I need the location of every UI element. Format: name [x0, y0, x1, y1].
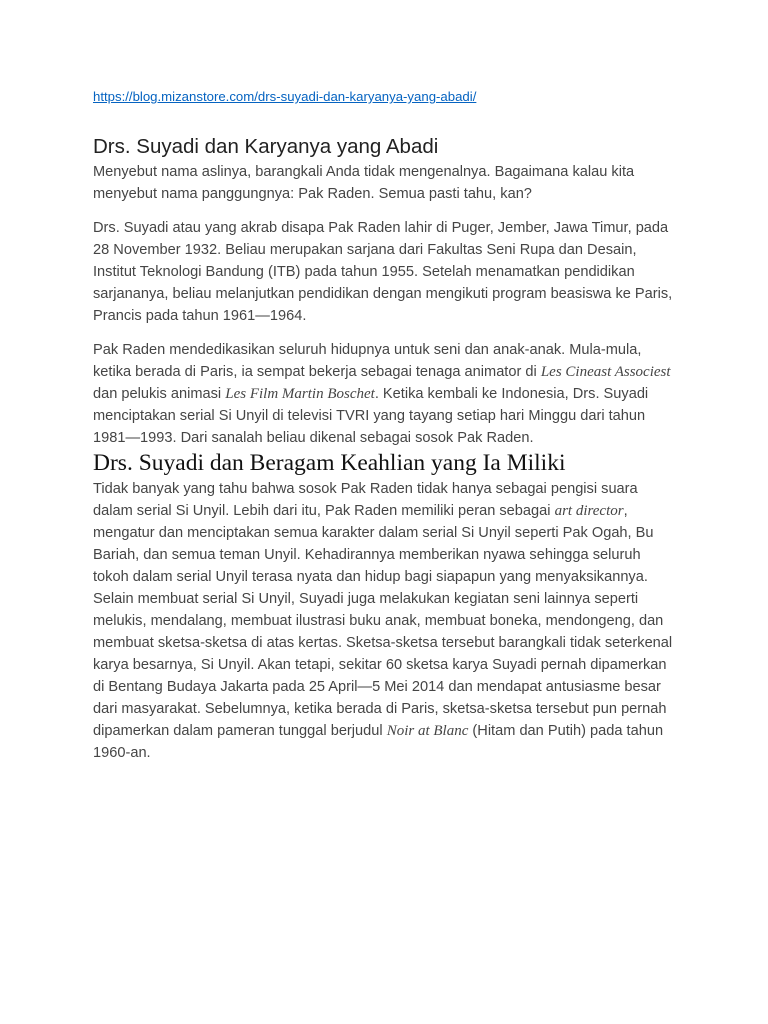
paragraph-intro: Menyebut nama aslinya, barangkali Anda tidak mengenalnya. Bagaimana kalau kita menyebut nama panggungnya: Pak Raden. Semua pasti tahu, kan?: [93, 164, 635, 202]
paragraph-biography: Drs. Suyadi atau yang akrab disapa Pak Raden lahir di Puger, Jember, Jawa Timur, pada 28 November 1932. Beliau merupakan sarjana dari Fakultas Seni Rupa dan Desain, Institut Teknologi Bandung (ITB) pada tahun 1955. Setelah menamatkan pendidikan sarjananya, beliau melanjutkan pendidikan dengan mengikuti program beasiswa ke Paris, Prancis pada tahun 1961—1964.: [93, 220, 673, 324]
italic-art-director: art director: [554, 503, 624, 519]
italic-film-studio-name: Les Film Martin Boschet: [225, 386, 375, 402]
paragraph-skills-text-c: (Hitam dan Putih) pada tahun 1960-an.: [93, 723, 664, 761]
paragraph-career: [93, 339, 675, 449]
source-url-link[interactable]: https://blog.mizanstore.com/drs-suyadi-dan-karyanya-yang-abadi/: [93, 89, 477, 104]
document-body: [93, 88, 675, 764]
paragraph-skills: [93, 478, 675, 764]
italic-exhibition-title: Noir at Blanc: [386, 723, 469, 739]
paragraph-career-text-b: dan pelukis animasi: [93, 386, 226, 402]
paragraph-skills-text-a: Tidak banyak yang tahu bahwa sosok Pak Raden tidak hanya sebagai pengisi suara dalam serial Si Unyil. Lebih dari itu, Pak Raden memiliki peran sebagai: [93, 481, 638, 519]
section-subtitle: Drs. Suyadi dan Beragam Keahlian yang Ia Miliki: [93, 450, 566, 476]
paragraph-career-text-c: . Ketika kembali ke Indonesia, Drs. Suyadi menciptakan serial Si Unyil di televisi TVRI yang tayang setiap hari Minggu dari tahun 1981—1993. Dari sanalah beliau dikenal sebagai sosok Pak Raden.: [93, 386, 649, 446]
article-title: Drs. Suyadi dan Karyanya yang Abadi: [93, 135, 439, 158]
paragraph-career-text-a: Pak Raden mendedikasikan seluruh hidupnya untuk seni dan anak-anak. Mula-mula, ketika berada di Paris, ia sempat bekerja sebagai tenaga animator di: [93, 342, 642, 380]
italic-studio-name: Les Cineast Associest: [540, 364, 671, 380]
paragraph-skills-text-b: , mengatur dan menciptakan semua karakter dalam serial Si Unyil seperti Pak Ogah, Bu Bariah, dan semua teman Unyil. Kehadirannya memberikan nyawa sehingga seluruh tokoh dalam serial Unyil terasa nyata dan hidup bagi siapapun yang menyaksikannya. Selain membuat serial Si Unyil, Suyadi juga melakukan kegiatan seni lainnya seperti melukis, mendalang, membuat ilustrasi buku anak, membuat boneka, mendongeng, dan membuat sketsa-sketsa di atas kertas. Sketsa-sketsa tersebut barangkali tidak seterkenal karya besarnya, Si Unyil. Akan tetapi, sekitar 60 sketsa karya Suyadi pernah dipamerkan di Bentang Budaya Jakarta pada 25 April—5 Mei 2014 dan mendapat antusiasme besar dari masyarakat. Sebelumnya, ketika berada di Paris, sketsa-sketsa tersebut pun pernah dipamerkan dalam pameran tunggal berjudul: [93, 503, 673, 739]
